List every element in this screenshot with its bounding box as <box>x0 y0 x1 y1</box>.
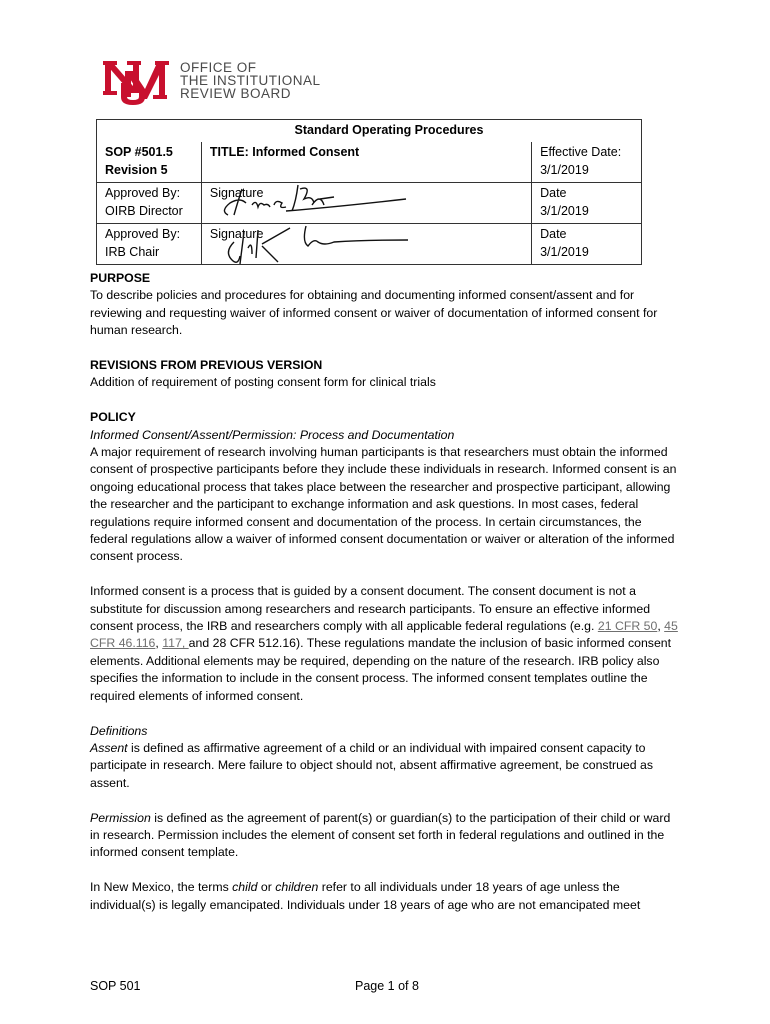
footer-sop: SOP 501 <box>90 979 141 993</box>
approver-label: Approved By: <box>105 227 181 241</box>
effective-date: 3/1/2019 <box>540 163 589 177</box>
text-run: and 28 CFR 512.16). These regulations mandate the inclusion of basic informed consent elements. Additional elements may be required, depending on the nature of the research. IRB policy also specifies the information to include in the consent process. The informed consent templates outline the required elements of informed consent. <box>90 636 672 703</box>
policy-paragraph: A major requirement of research involving human participants is that researchers must obtain the informed consent of prospective participants before they include these individuals in research. Informed consent is an ongoing educational process that takes place between the researcher and prospective participant, allowing the researcher and the participant to exchange information and ask questions. In most cases, federal regulations require informed consent and documentation of the process. In certain circumstances, the federal regulations allow a waiver of informed consent documentation or waiver or alteration of the informed consent process. <box>90 445 677 564</box>
policy-heading: POLICY <box>90 410 136 425</box>
purpose-text: To describe policies and procedures for obtaining and documenting informed consent/assent and for reviewing and requesting waiver of informed consent or waiver of documentation of informed consent for human research. <box>90 288 658 338</box>
link-117[interactable]: 117, <box>162 636 189 651</box>
date-label: Date <box>540 186 567 200</box>
effective-date-label: Effective Date: <box>540 145 622 159</box>
text-run: refer to all individuals under 18 years of age unless the individual(s) is legally emancipated. Individuals under 18 years of age who are not emancipated meet <box>90 880 641 912</box>
text-run: Informed consent is a process that is guided by a consent document. The consent document is not a substitute for discussion among researchers and research participants. To ensure an effective informed consent process, the IRB and researchers comply with all applicable federal regulations (e.g. <box>90 584 651 634</box>
text-run: , <box>657 619 665 634</box>
office-name-line: OFFICE OF <box>180 60 257 75</box>
definitions-heading: Definitions <box>90 723 148 738</box>
text-run: or <box>257 880 276 895</box>
approval-date: 3/1/2019 <box>540 204 589 218</box>
office-name-line: REVIEW BOARD <box>180 86 292 101</box>
term-children: children <box>275 880 319 895</box>
approver-role: IRB Chair <box>105 245 160 259</box>
signature-label: Signature <box>209 186 264 200</box>
purpose-heading: PURPOSE <box>90 271 151 285</box>
sop-header-table <box>96 119 642 265</box>
office-name <box>180 61 321 100</box>
sop-title: TITLE: Informed Consent <box>209 145 360 159</box>
term-child: child <box>232 880 258 895</box>
text-run: , <box>155 636 163 651</box>
policy-subheading: Informed Consent/Assent/Permission: Process and Documentation <box>90 427 455 442</box>
office-name-line: THE INSTITUTIONAL <box>180 73 321 88</box>
permission-definition <box>90 810 680 862</box>
term-permission: Permission <box>90 810 151 825</box>
document-body <box>90 270 680 931</box>
unm-logo-mark <box>103 57 179 107</box>
page-number: Page 1 of 8 <box>355 979 419 993</box>
table-heading: Standard Operating Procedures <box>294 123 484 137</box>
sop-number: SOP #501.5 <box>105 145 173 159</box>
revisions-text: Addition of requirement of posting consent form for clinical trials <box>90 375 436 390</box>
text-run: is defined as affirmative agreement of a child or an individual with impaired consent capacity to participate in research. Mere failure to object should not, absent affirmative agreement, be construed as assent. <box>90 740 654 790</box>
approval-date: 3/1/2019 <box>540 245 589 259</box>
signature-label: Signature <box>209 227 264 241</box>
link-45-cfr-46-116[interactable]: 45 CFR 46.116 <box>90 619 678 651</box>
approver-role: OIRB Director <box>105 204 183 218</box>
policy-paragraph-regulations <box>90 583 680 705</box>
text-run: is defined as the agreement of parent(s) or guardian(s) to the participation of their child or ward in research. Permission includes the element of consent set forth in federal regulations and outlined in the informed consent template. <box>90 810 671 860</box>
link-21-cfr-50[interactable]: 21 CFR 50 <box>597 619 658 634</box>
date-label: Date <box>540 227 567 241</box>
revisions-heading: REVISIONS FROM PREVIOUS VERSION <box>90 358 323 373</box>
term-assent: Assent <box>90 740 128 755</box>
assent-definition <box>90 740 680 792</box>
approver-label: Approved By: <box>105 186 181 200</box>
child-definition <box>90 879 680 914</box>
revision: Revision 5 <box>105 163 168 177</box>
text-run: In New Mexico, the terms <box>90 880 233 895</box>
